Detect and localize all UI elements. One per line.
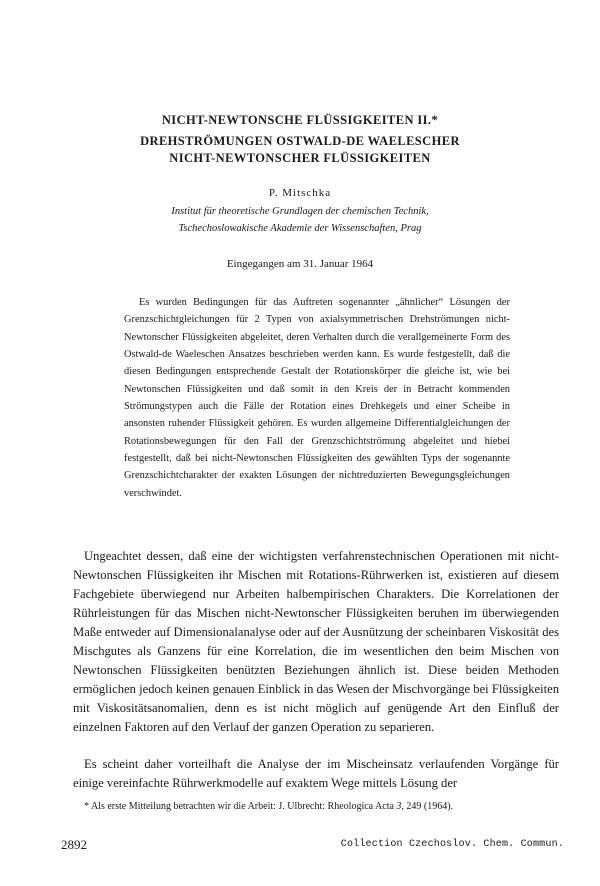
title-line-3: NICHT-NEWTONSCHER FLÜSSIGKEITEN [169,151,431,165]
affiliation-line-2: Tschechoslowakische Akademie der Wissenschaften, Prag [178,223,422,234]
footnote [84,801,564,812]
received-date: Eingegangen am 31. Januar 1964 [226,258,374,270]
title-line-1: NICHT-NEWTONSCHE FLÜSSIGKEITEN II.* [161,113,439,127]
journal-name: Collection Czechoslov. Chem. Commun. [340,839,564,850]
body-paragraph-1: Ungeachtet dessen, daß eine der wichtigsten verfahrenstechnischen Operationen mit nicht-Newtonschen Flüssigkeiten ihr Mischen mit Rotations-Rührwerken ist, existieren auf diesem Fachgebiete überwiegend nur Arbeiten halbempirischen Charakters. Die Korrelationen der Rührleistungen für das Mischen nicht-Newtonscher Flüssigkeiten beruhen im überwiegenden Maße entweder auf Dimensionalanalyse oder auf der Ausnützung der scheinbaren Viskosität des Mischgutes als Ganzens für eine Korrelation, die im wesentlichen den beim Mischen von Newtonschen Flüssigkeiten benützten Beziehungen ähnlich ist. Diese beiden Methoden ermöglichen jedoch keinen genauen Einblick in das Wesen der Mischvorgänge bei Flüssigkeiten mit Viskositätsanomalien, denn es ist nicht möglich auf genügende Art den Einfluß der einzelnen Faktoren auf den Verlauf der ganzen Operation zu separieren. [73,549,559,734]
abstract: Es wurden Bedingungen für das Auftreten sogenannter „ähnlicher“ Lösungen der Grenzschichtgleichungen für 2 Typen von axialsymmetrischen Drehströmungen nicht-Newtonscher Flüssigkeiten abgeleitet, deren Verhalten durch die verallgemeinerte Form des Ostwald-de Waeleschen Ansatzes beschrieben werden kann. Es wurde festgestellt, daß die diesen Bedingungen entsprechende Gestalt der Rotationskörper die gleiche ist, wie bei Newtonschen Flüssigkeiten und daß somit in den Kreis der in Betracht kommenden Strömungstypen auch die Fälle der Rotation eines Drehkegels und einer Scheibe in ansonsten ruhender Flüssigkeit gehören. Es wurden allgemeine Differentialgleichungen der Rotationsbewegungen für den Fall der Grenzschichtströmung abgeleitet und hiebei festgestellt, daß bei nicht-Newtonschen Flüssigkeiten des gewählten Typs der sogenannte Grenzschichtcharakter der exakten Lösungen der nichtreduzierten Bewegungsgleichungen verschwindet. [124,297,510,499]
body-paragraph-2: Es scheint daher vorteilhaft die Analyse der im Mischeinsatz verlaufenden Vorgänge für einige vereinfachte Rührwerkmodelle auf exaktem Wege mittels Lösung der [73,757,559,790]
footnote-pages: 249 (1964). [406,801,454,812]
title-line-2: DREHSTRÖMUNGEN OSTWALD-DE WAELESCHER [140,134,460,148]
page-number: 2892 [61,837,87,852]
footnote-volume: 3, [396,801,404,812]
footnote-text: * Als erste Mitteilung betrachten wir die Arbeit: J. Ulbrecht: Rheologica Acta [84,801,394,812]
affiliation-line-1: Institut für theoretische Grundlagen der chemischen Technik, [171,206,429,217]
author-name: P. Mitschka [268,187,332,199]
